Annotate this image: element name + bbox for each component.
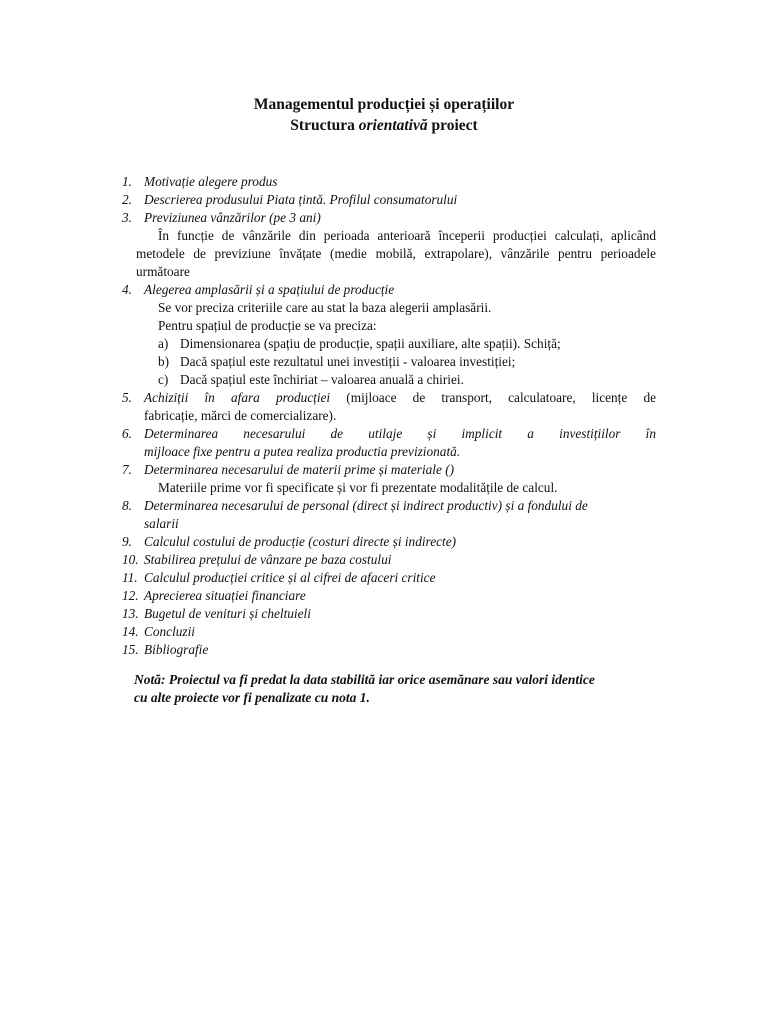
list-item: 4. Alegerea amplasării și a spațiului de producție	[122, 282, 395, 297]
list-item: 1. Motivație alegere produs	[122, 174, 278, 189]
list-item: 10. Stabilirea prețului de vânzare pe baza costului	[122, 552, 392, 567]
list-item: 12. Aprecierea situației financiare	[122, 588, 306, 603]
list-item: 5. Achiziții în afara producției (mijloace de transport, calculatoare, licențe de fabricație, mărci de comercializare).	[122, 390, 656, 423]
sub-list-item: a) Dimensionarea (spațiu de producție, spații auxiliare, alte spații). Schiță;	[158, 336, 561, 351]
list-item: 15. Bibliografie	[122, 642, 209, 657]
document-title: Managementul producției și operațiilor	[253, 96, 515, 113]
list-item: 2. Descrierea produsului Piata țintă. Profilul consumatorului	[122, 192, 458, 207]
list-item: 13. Bugetul de venituri și cheltuieli	[122, 606, 311, 621]
list-item: 3. Previziunea vânzărilor (pe 3 ani)	[122, 210, 321, 225]
item-4-criteria: Se vor preciza criteriile care au stat la baza alegerii amplasării.	[158, 300, 492, 315]
sub-list-item: b) Dacă spațiul este rezultatul unei investiții - valoarea investiției;	[158, 354, 516, 369]
list-item: 8. Determinarea necesarului de personal (direct și indirect productiv) și a fondului de salarii	[122, 498, 588, 531]
item-4-sublist	[122, 335, 656, 389]
document-header	[0, 94, 768, 136]
sub-list-item: c) Dacă spațiul este închiriat – valoarea anuală a chiriei.	[158, 372, 464, 387]
list-item: 9. Calculul costului de producție (costuri directe și indirecte)	[122, 534, 457, 549]
document-subtitle: Structura orientativă proiect	[290, 117, 478, 134]
project-structure-list	[122, 173, 656, 659]
list-item: 11. Calculul producției critice și al cifrei de afaceri critice	[122, 570, 436, 585]
item-3-description: În funcție de vânzările din perioada anterioară începerii producției calculați, aplicând metodele de previziune învățate (medie mobilă, extrapolare), vânzările pentru perioadele următoare	[136, 228, 656, 279]
list-item: 14. Concluzii	[122, 624, 195, 639]
item-4-space-intro: Pentru spațiul de producție se va preciza:	[158, 318, 377, 333]
list-item: 6. Determinarea necesarului de utilaje și implicit a investițiilor în mijloace fixe pentru a putea realiza productia previzionată.	[122, 426, 656, 459]
item-7-description: Materiile prime vor fi specificate și vor fi prezentate modalitățile de calcul.	[158, 480, 558, 495]
list-item: 7. Determinarea necesarului de materii prime și materiale ()	[122, 462, 455, 477]
note-paragraph: Notă: Proiectul va fi predat la data stabilită iar orice asemănare sau valori identice cu alte proiecte vor fi penalizate cu nota 1.	[134, 672, 595, 705]
